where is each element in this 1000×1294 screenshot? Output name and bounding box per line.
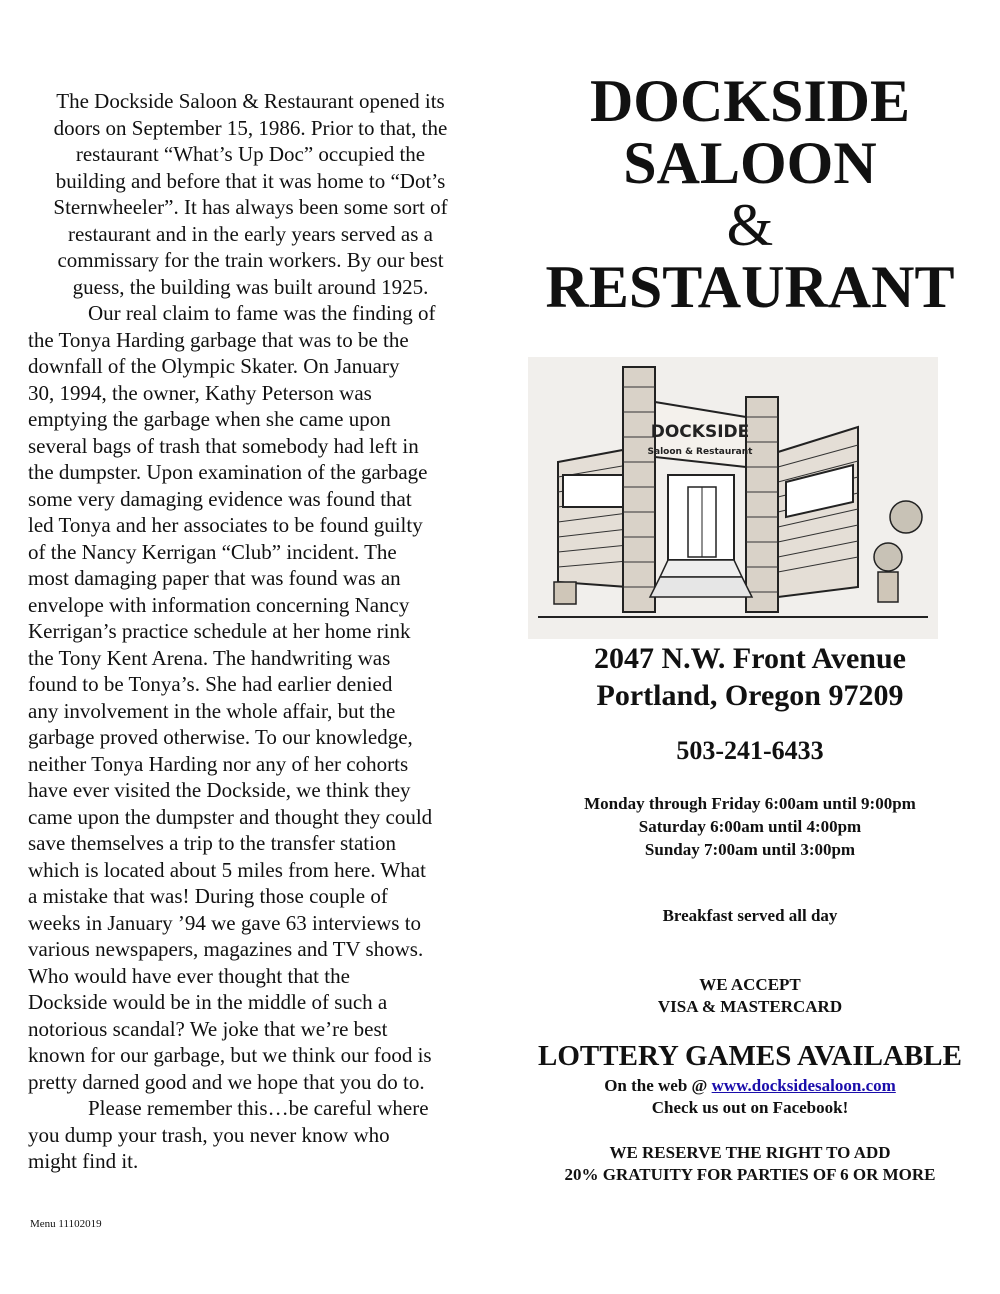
story-line: various newspapers, magazines and TV shows. xyxy=(28,937,424,961)
story-line: the Tony Kent Arena. The handwriting was xyxy=(28,645,391,670)
story-line: the Tonya Harding garbage that was to be the xyxy=(28,327,409,352)
address-block xyxy=(500,640,1000,714)
building-drawing-icon xyxy=(528,357,938,639)
story-line: Who would have ever thought that the xyxy=(28,963,350,988)
story-line: any involvement in the whole affair, but the xyxy=(28,698,396,723)
intro-line: The Dockside Saloon & Restaurant opened its xyxy=(56,89,445,113)
restaurant-title xyxy=(500,70,1000,318)
title-line-dockside: DOCKSIDE xyxy=(589,68,911,134)
menu-code: Menu 11102019 xyxy=(30,1218,102,1230)
title-line-saloon: SALOON xyxy=(623,130,877,196)
garbage-story-paragraph xyxy=(28,300,473,1095)
intro-line: building and before that it was home to “Dot’s xyxy=(55,168,446,193)
gratuity-notice xyxy=(500,1142,1000,1186)
story-line: envelope with information concerning Nancy xyxy=(28,592,410,617)
gratuity-line-2: 20% GRATUITY FOR PARTIES OF 6 OR MORE xyxy=(564,1165,936,1184)
street-address: 2047 N.W. Front Avenue xyxy=(594,642,906,675)
hours-sunday: Sunday 7:00am until 3:00pm xyxy=(644,840,856,859)
story-line: 30, 1994, the owner, Kathy Peterson was xyxy=(28,380,372,405)
story-line: pretty darned good and we hope that you do to. xyxy=(28,1069,425,1094)
closing-line: you dump your trash, you never know who xyxy=(28,1122,390,1147)
intro-line: restaurant “What’s Up Doc” occupied the xyxy=(75,142,426,166)
hours-saturday: Saturday 6:00am until 4:00pm xyxy=(638,817,862,836)
story-line: emptying the garbage when she came upon xyxy=(28,407,391,431)
facebook-note: Check us out on Facebook! xyxy=(651,1098,849,1117)
phone-number: 503-241-6433 xyxy=(676,736,824,765)
intro-line: doors on September 15, 1986. Prior to that, the xyxy=(53,115,448,140)
intro-paragraph xyxy=(28,88,473,300)
story-line: Our real claim to fame was the finding of xyxy=(88,301,436,325)
closing-line: Please remember this…be careful where xyxy=(88,1096,429,1120)
title-ampersand xyxy=(500,194,1000,256)
web-line xyxy=(500,1075,1000,1097)
history-column xyxy=(28,88,473,1175)
sign-subtext: Saloon & Restaurant xyxy=(647,447,753,457)
story-line: led Tonya and her associates to be found guilty xyxy=(28,513,423,537)
story-line: of the Nancy Kerrigan “Club” incident. The xyxy=(28,539,397,564)
intro-line: restaurant and in the early years served as a xyxy=(68,221,433,246)
story-line: came upon the dumpster and thought they could xyxy=(28,804,433,829)
hours-weekday: Monday through Friday 6:00am until 9:00pm xyxy=(584,794,916,813)
city-state-zip: Portland, Oregon 97209 xyxy=(596,679,904,712)
story-line: some very damaging evidence was found that xyxy=(28,486,412,511)
story-line: most damaging paper that was found was an xyxy=(28,566,401,590)
story-line: the dumpster. Upon examination of the garbage xyxy=(28,460,428,484)
story-line: have ever visited the Dockside, we think they xyxy=(28,778,411,802)
payment-line-2: VISA & MASTERCARD xyxy=(657,997,843,1016)
lottery-heading: LOTTERY GAMES AVAILABLE xyxy=(538,1040,962,1072)
web-prefix: On the web @ xyxy=(604,1076,712,1095)
payment-line-1: WE ACCEPT xyxy=(699,975,801,994)
story-line: found to be Tonya’s. She had earlier denied xyxy=(28,672,393,696)
breakfast-note: Breakfast served all day xyxy=(662,906,838,925)
payment-block xyxy=(500,974,1000,1018)
intro-line: Sternwheeler”. It has always been some sort of xyxy=(53,195,448,219)
story-line: Dockside would be in the middle of such a xyxy=(28,990,388,1014)
story-line: a mistake that was! During those couple of xyxy=(28,884,388,908)
closing-paragraph xyxy=(28,1095,473,1175)
ampersand-text: & xyxy=(726,192,774,258)
story-line: Kerrigan’s practice schedule at her home rink xyxy=(28,619,411,643)
sign-text: DOCKSIDE xyxy=(650,422,750,442)
story-line: several bags of trash that somebody had left in xyxy=(28,433,419,458)
gratuity-line-1: WE RESERVE THE RIGHT TO ADD xyxy=(609,1143,891,1162)
closing-line: might find it. xyxy=(28,1149,139,1173)
hours-block xyxy=(500,792,1000,861)
intro-line: guess, the building was built around 1925. xyxy=(72,274,429,299)
title-line-restaurant: RESTAURANT xyxy=(545,254,955,320)
story-line: neither Tonya Harding nor any of her cohorts xyxy=(28,751,409,776)
story-line: which is located about 5 miles from here. What xyxy=(28,857,426,882)
story-line: garbage proved otherwise. To our knowledge, xyxy=(28,725,413,749)
story-line: downfall of the Olympic Skater. On January xyxy=(28,354,400,378)
story-line: known for our garbage, but we think our food is xyxy=(28,1043,432,1067)
building-illustration xyxy=(528,357,938,639)
story-line: save themselves a trip to the transfer station xyxy=(28,831,396,855)
web-block xyxy=(500,1075,1000,1119)
story-line: weeks in January ’94 we gave 63 interviews to xyxy=(28,910,422,935)
website-link[interactable]: www.docksidesaloon.com xyxy=(711,1076,896,1095)
intro-line: commissary for the train workers. By our best xyxy=(57,248,444,272)
story-line: notorious scandal? We joke that we’re best xyxy=(28,1016,388,1041)
